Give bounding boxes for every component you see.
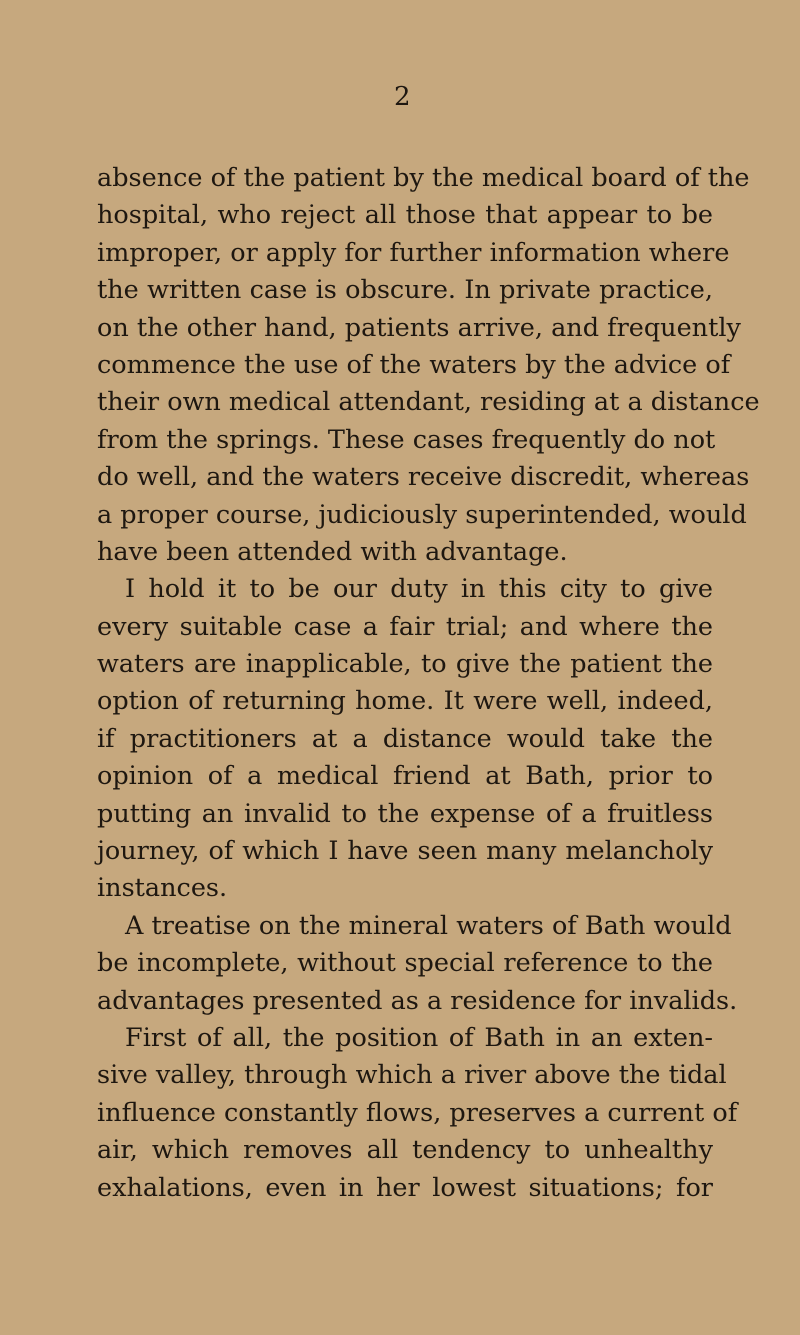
text-line: I hold it to be our duty in this city to give [125,574,713,605]
text-line: opinion of a medical friend at Bath, prior to [97,761,713,792]
text-line: have been attended with advantage. [97,536,568,567]
text-line: putting an invalid to the expense of a fruitless [97,798,713,829]
text-line: their own medical attendant, residing at a distance [97,387,760,418]
text-line: improper, or apply for further information where [97,237,730,268]
text-line: from the springs. These cases frequently do not [97,424,716,455]
text-line: influence constantly flows, preserves a current of [97,1097,738,1128]
text-line: A treatise on the mineral waters of Bath would [125,910,732,941]
page-number: 2 [394,82,411,112]
text-line: a proper course, judiciously superintended, would [97,499,747,530]
text-line: if practitioners at a distance would take the [97,723,713,754]
text-line: be incomplete, without special reference to the [97,948,713,979]
text-line: air, which removes all tendency to unhealthy [97,1135,713,1166]
text-line: option of returning home. It were well, indeed, [97,686,713,717]
text-line: sive valley, through which a river above the tidal [97,1060,727,1091]
text-line: hospital, who reject all those that appear to be [97,200,713,231]
text-line: First of all, the position of Bath in an exten- [125,1022,713,1053]
text-line: absence of the patient by the medical board of the [97,163,750,193]
text-line: exhalations, even in her lowest situations; for [97,1172,713,1203]
body-text [97,160,760,1207]
text-line: instances. [97,873,228,904]
text-line: journey, of which I have seen many melancholy [97,836,713,867]
text-line: do well, and the waters receive discredit, whereas [97,462,750,493]
text-line: waters are inapplicable, to give the patient the [97,649,713,680]
text-line: commence the use of the waters by the advice of [97,349,731,380]
text-line: advantages presented as a residence for invalids. [97,985,738,1016]
text-line: the written case is obscure. In private practice, [97,275,713,306]
text-line: every suitable case a fair trial; and where the [97,611,713,642]
text-line: on the other hand, patients arrive, and frequently [97,312,741,343]
